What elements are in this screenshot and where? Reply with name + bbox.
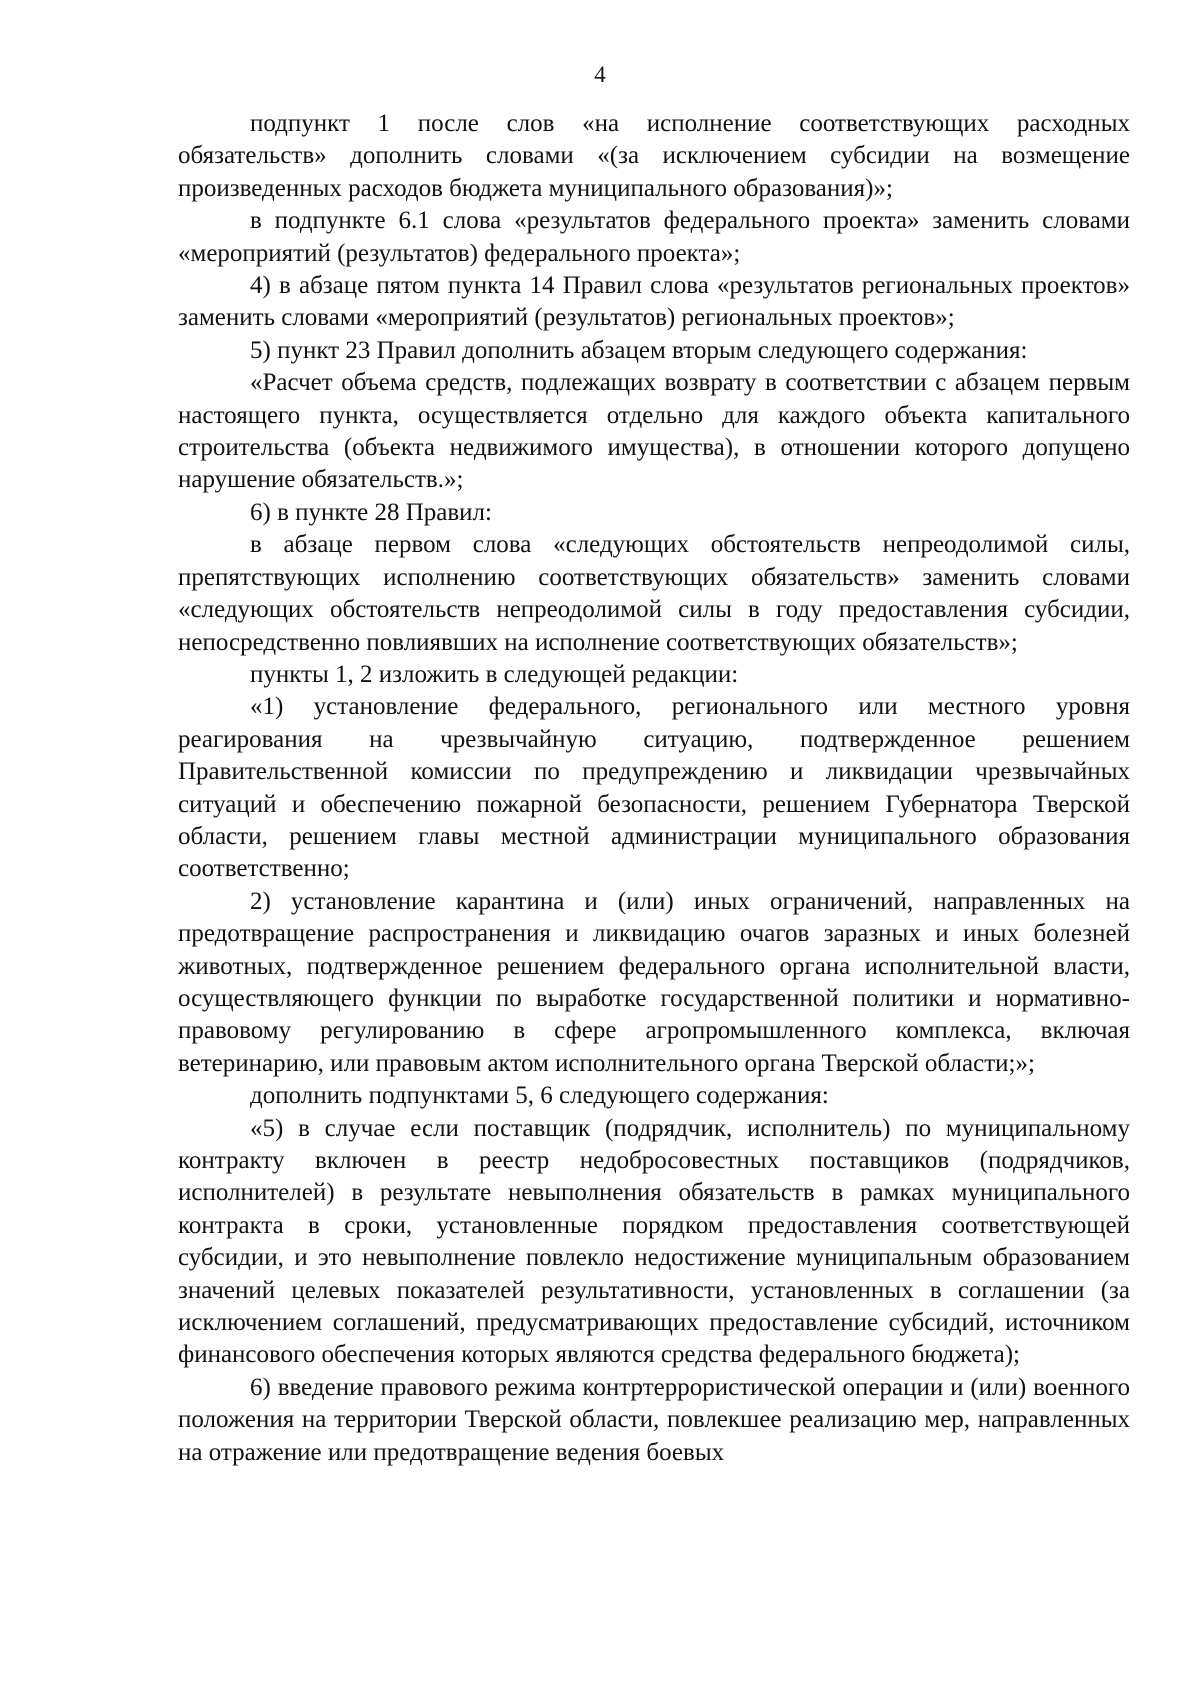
- paragraph-quoted-item-5: «5) в случае если поставщик (подрядчик, исполнитель) по муниципальному контракту включен в реестр недобросовестных поставщиков (подрядчиков, исполнителей) в результате невыполнения обязательств в рамках муниципального контракта в сроки, установленные порядком предоставления соответствующей субсидии, и это невыполнение повлекло недостижение муниципальным образованием значений целевых показателей результативности, установленных в соглашении (за исключением соглашений, предусматривающих предоставление субсидий, источником финансового обеспечения которых являются средства федерального бюджета);: [178, 1114, 1130, 1369]
- paragraph-item-4: 4) в абзаце пятом пункта 14 Правил слова «результатов региональных проектов» заменить словами «мероприятий (результатов) региональных проектов»;: [178, 272, 1130, 332]
- paragraph-quoted-item-1: «1) установление федерального, регионального или местного уровня реагирования на чрезвычайную ситуацию, подтвержденное решением Правительственной комиссии по предупреждению и ликвидации чрезвычайных ситуаций и обеспечению пожарной безопасности, решением Губернатора Тверской области, решением главы местной администрации муниципального образования соответственно;: [178, 693, 1130, 883]
- paragraph-add-subitems-intro: дополнить подпунктами 5, 6 следующего содержания:: [250, 1082, 829, 1110]
- paragraph-item-6-first-abzac: в абзаце первом слова «следующих обстоятельств непреодолимой силы, препятствующих исполнению соответствующих обязательств» заменить словами «следующих обстоятельств непреодолимой силы в году предоставления субсидии, непосредственно повлиявших на исполнение соответствующих обязательств»;: [178, 531, 1130, 656]
- paragraph-item-5: 5) пункт 23 Правил дополнить абзацем вторым следующего содержания:: [250, 336, 1028, 364]
- paragraph-items-1-2-intro: пункты 1, 2 изложить в следующей редакции:: [250, 660, 739, 688]
- paragraph-item-6: 6) в пункте 28 Правил:: [250, 498, 492, 526]
- paragraph-subitem-1: подпункт 1 после слов «на исполнение соответствующих расходных обязательств» дополнить словами «(за исключением субсидии на возмещение произведенных расходов бюджета муниципального образования)»;: [178, 110, 1130, 202]
- paragraph-quoted-item-6: 6) введение правового режима контртеррористической операции и (или) военного положения на территории Тверской области, повлекшее реализацию мер, направленных на отражение или предотвращение ведения боевых: [178, 1373, 1130, 1466]
- document-body: [178, 108, 1130, 1469]
- paragraph-item-5-quote: «Расчет объема средств, подлежащих возврату в соответствии с абзацем первым настоящего пункта, осуществляется отдельно для каждого объекта капитального строительства (объекта недвижимого имущества), в отношении которого допущено нарушение обязательств.»;: [178, 369, 1130, 494]
- paragraph-subitem-6-1: в подпункте 6.1 слова «результатов федерального проекта» заменить словами «мероприятий (результатов) федерального проекта»;: [178, 207, 1130, 267]
- paragraph-quoted-item-2: 2) установление карантина и (или) иных ограничений, направленных на предотвращение распространения и ликвидацию очагов заразных и иных болезней животных, подтвержденное решением федерального органа исполнительной власти, осуществляющего функции по выработке государственной политики и нормативно-правовому регулированию в сфере агропромышленного комплекса, включая ветеринарию, или правовым актом исполнительного органа Тверской области;»;: [178, 887, 1130, 1077]
- page-number: 4: [594, 62, 606, 87]
